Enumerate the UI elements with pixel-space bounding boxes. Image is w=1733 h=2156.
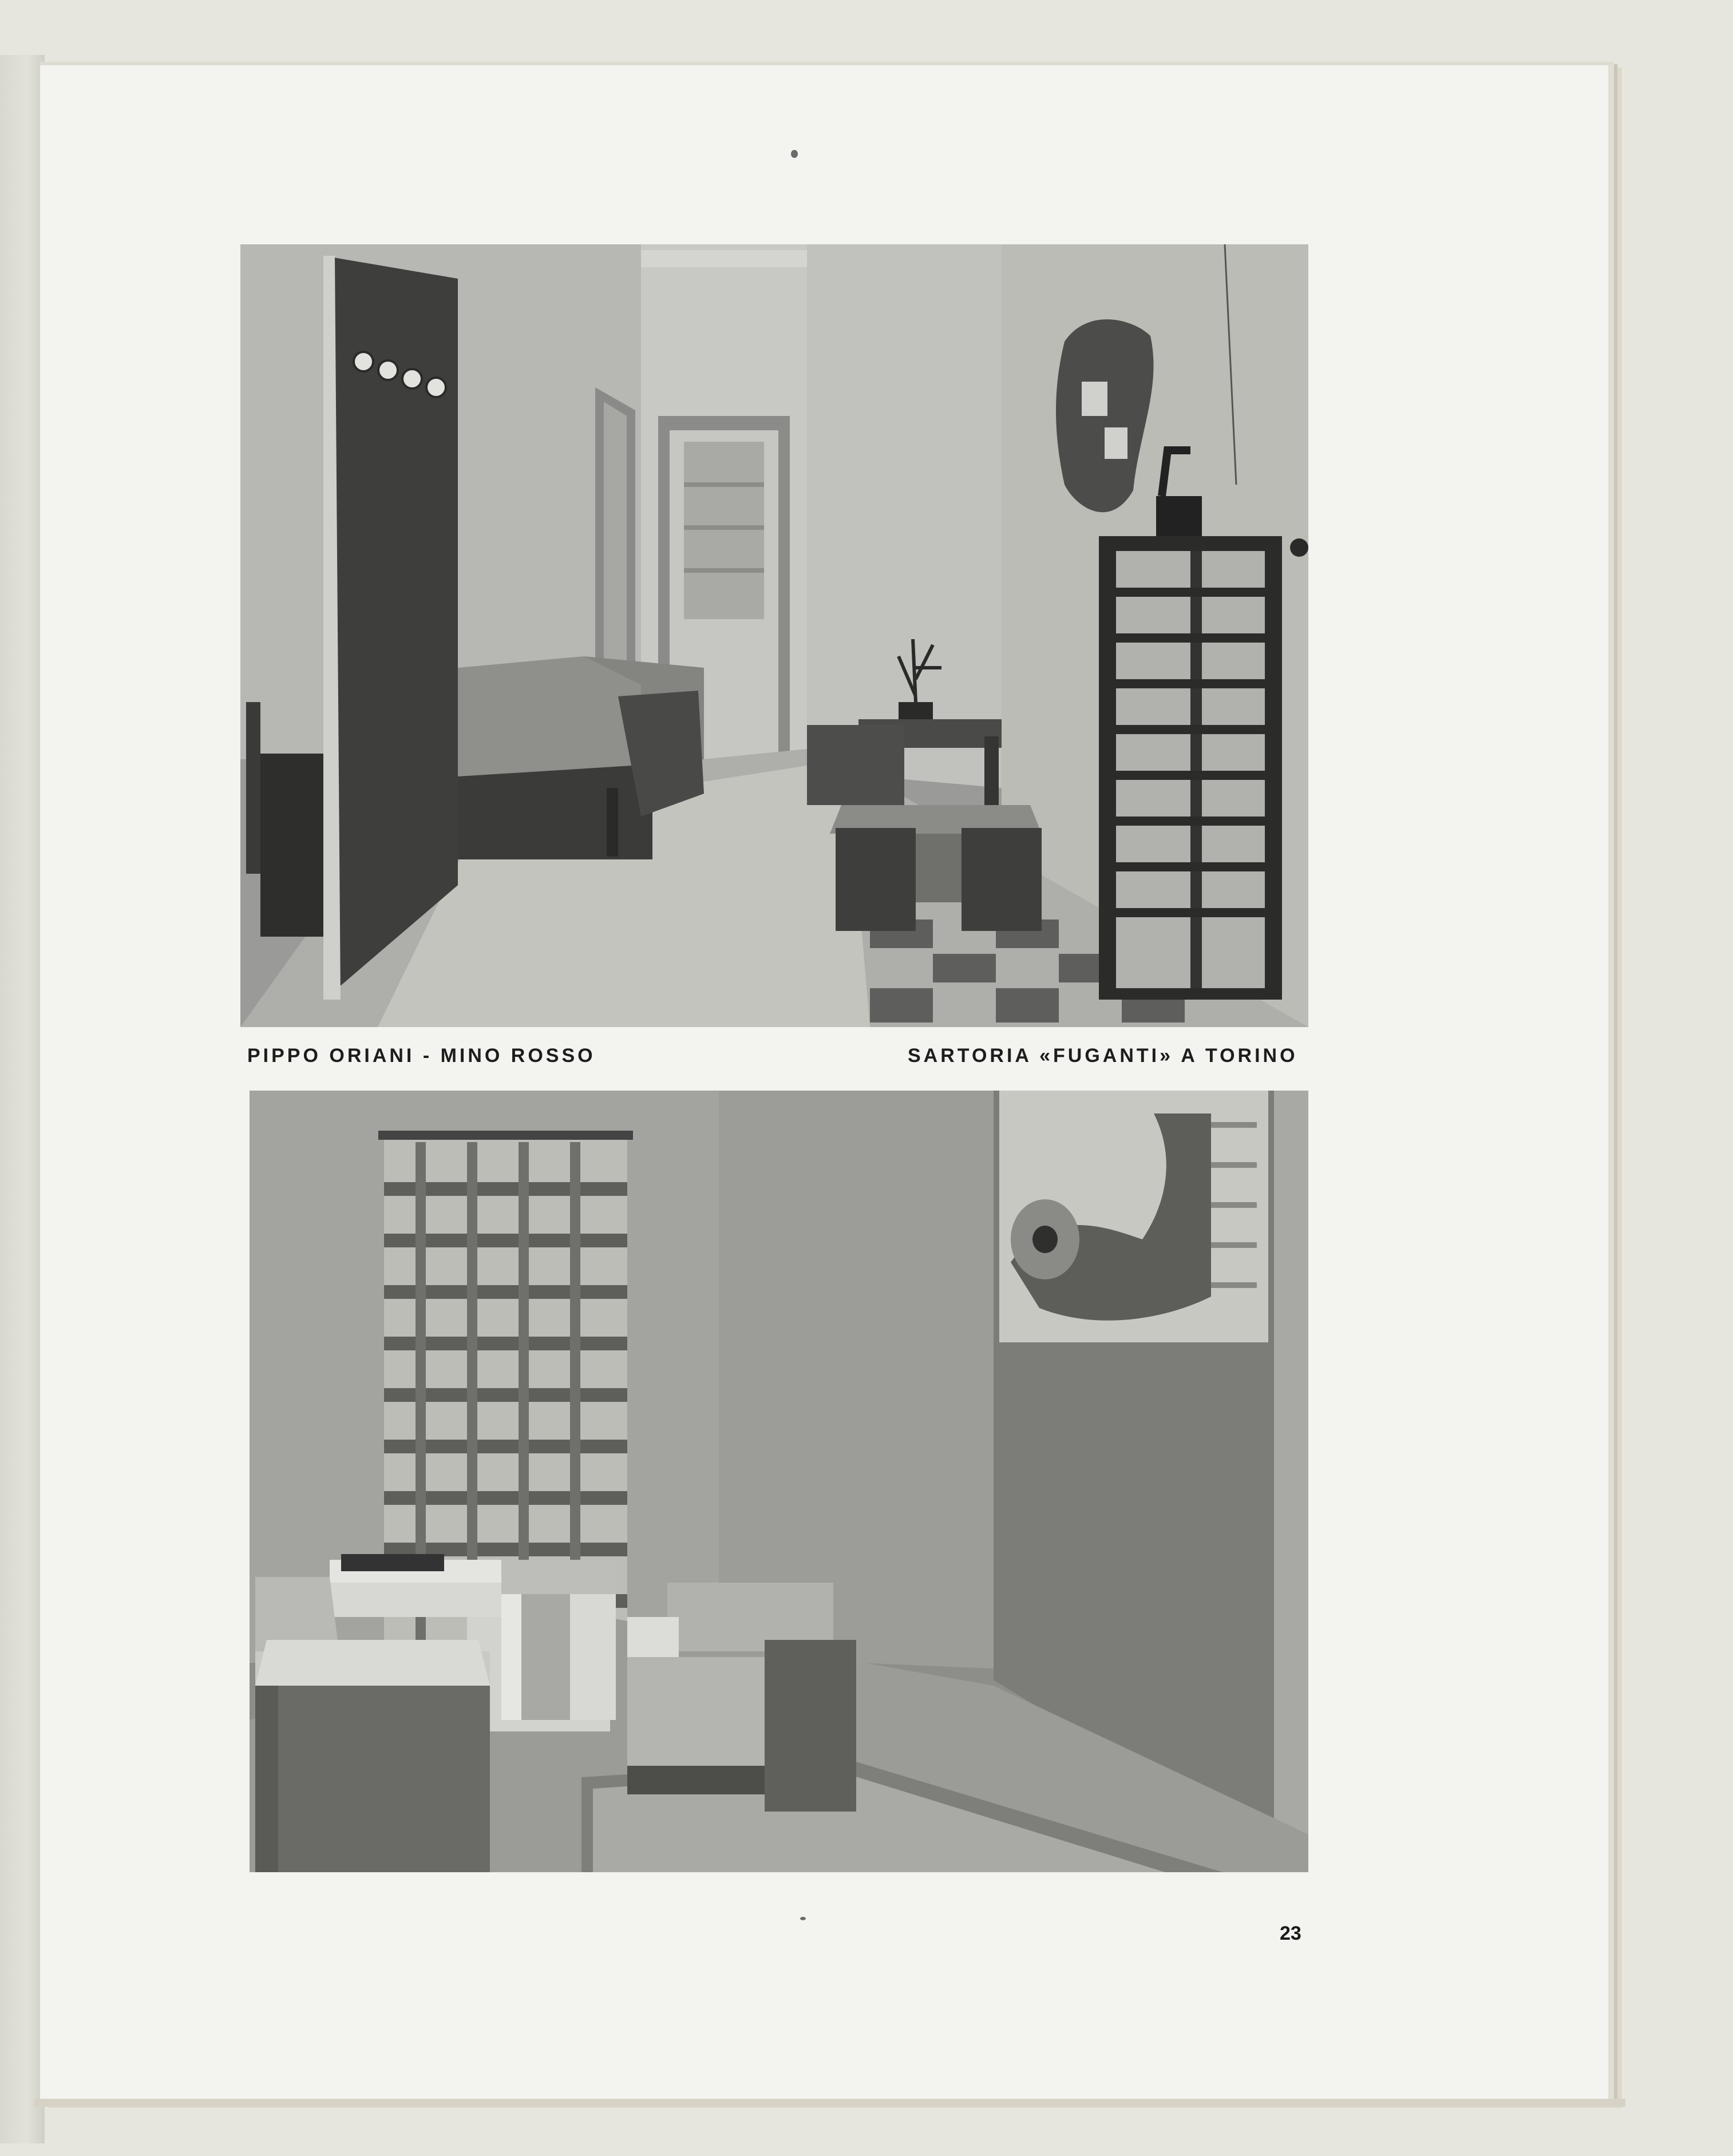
photo-bottom-drawing bbox=[250, 1091, 1308, 1872]
page-number: 23 bbox=[1280, 1923, 1301, 1944]
caption-location: SARTORIA «FUGANTI» A TORINO bbox=[908, 1045, 1298, 1067]
photo-top-drawing bbox=[240, 244, 1308, 1027]
photo-tailor-shop-showroom bbox=[240, 244, 1308, 1027]
print-speck bbox=[800, 1917, 806, 1920]
caption-designers: PIPPO ORIANI - MINO ROSSO bbox=[247, 1045, 596, 1067]
print-speck bbox=[791, 150, 798, 158]
page-bottom-edge bbox=[34, 2099, 1625, 2107]
book-left-edge bbox=[0, 55, 45, 2143]
photo-fitting-room bbox=[250, 1091, 1308, 1872]
